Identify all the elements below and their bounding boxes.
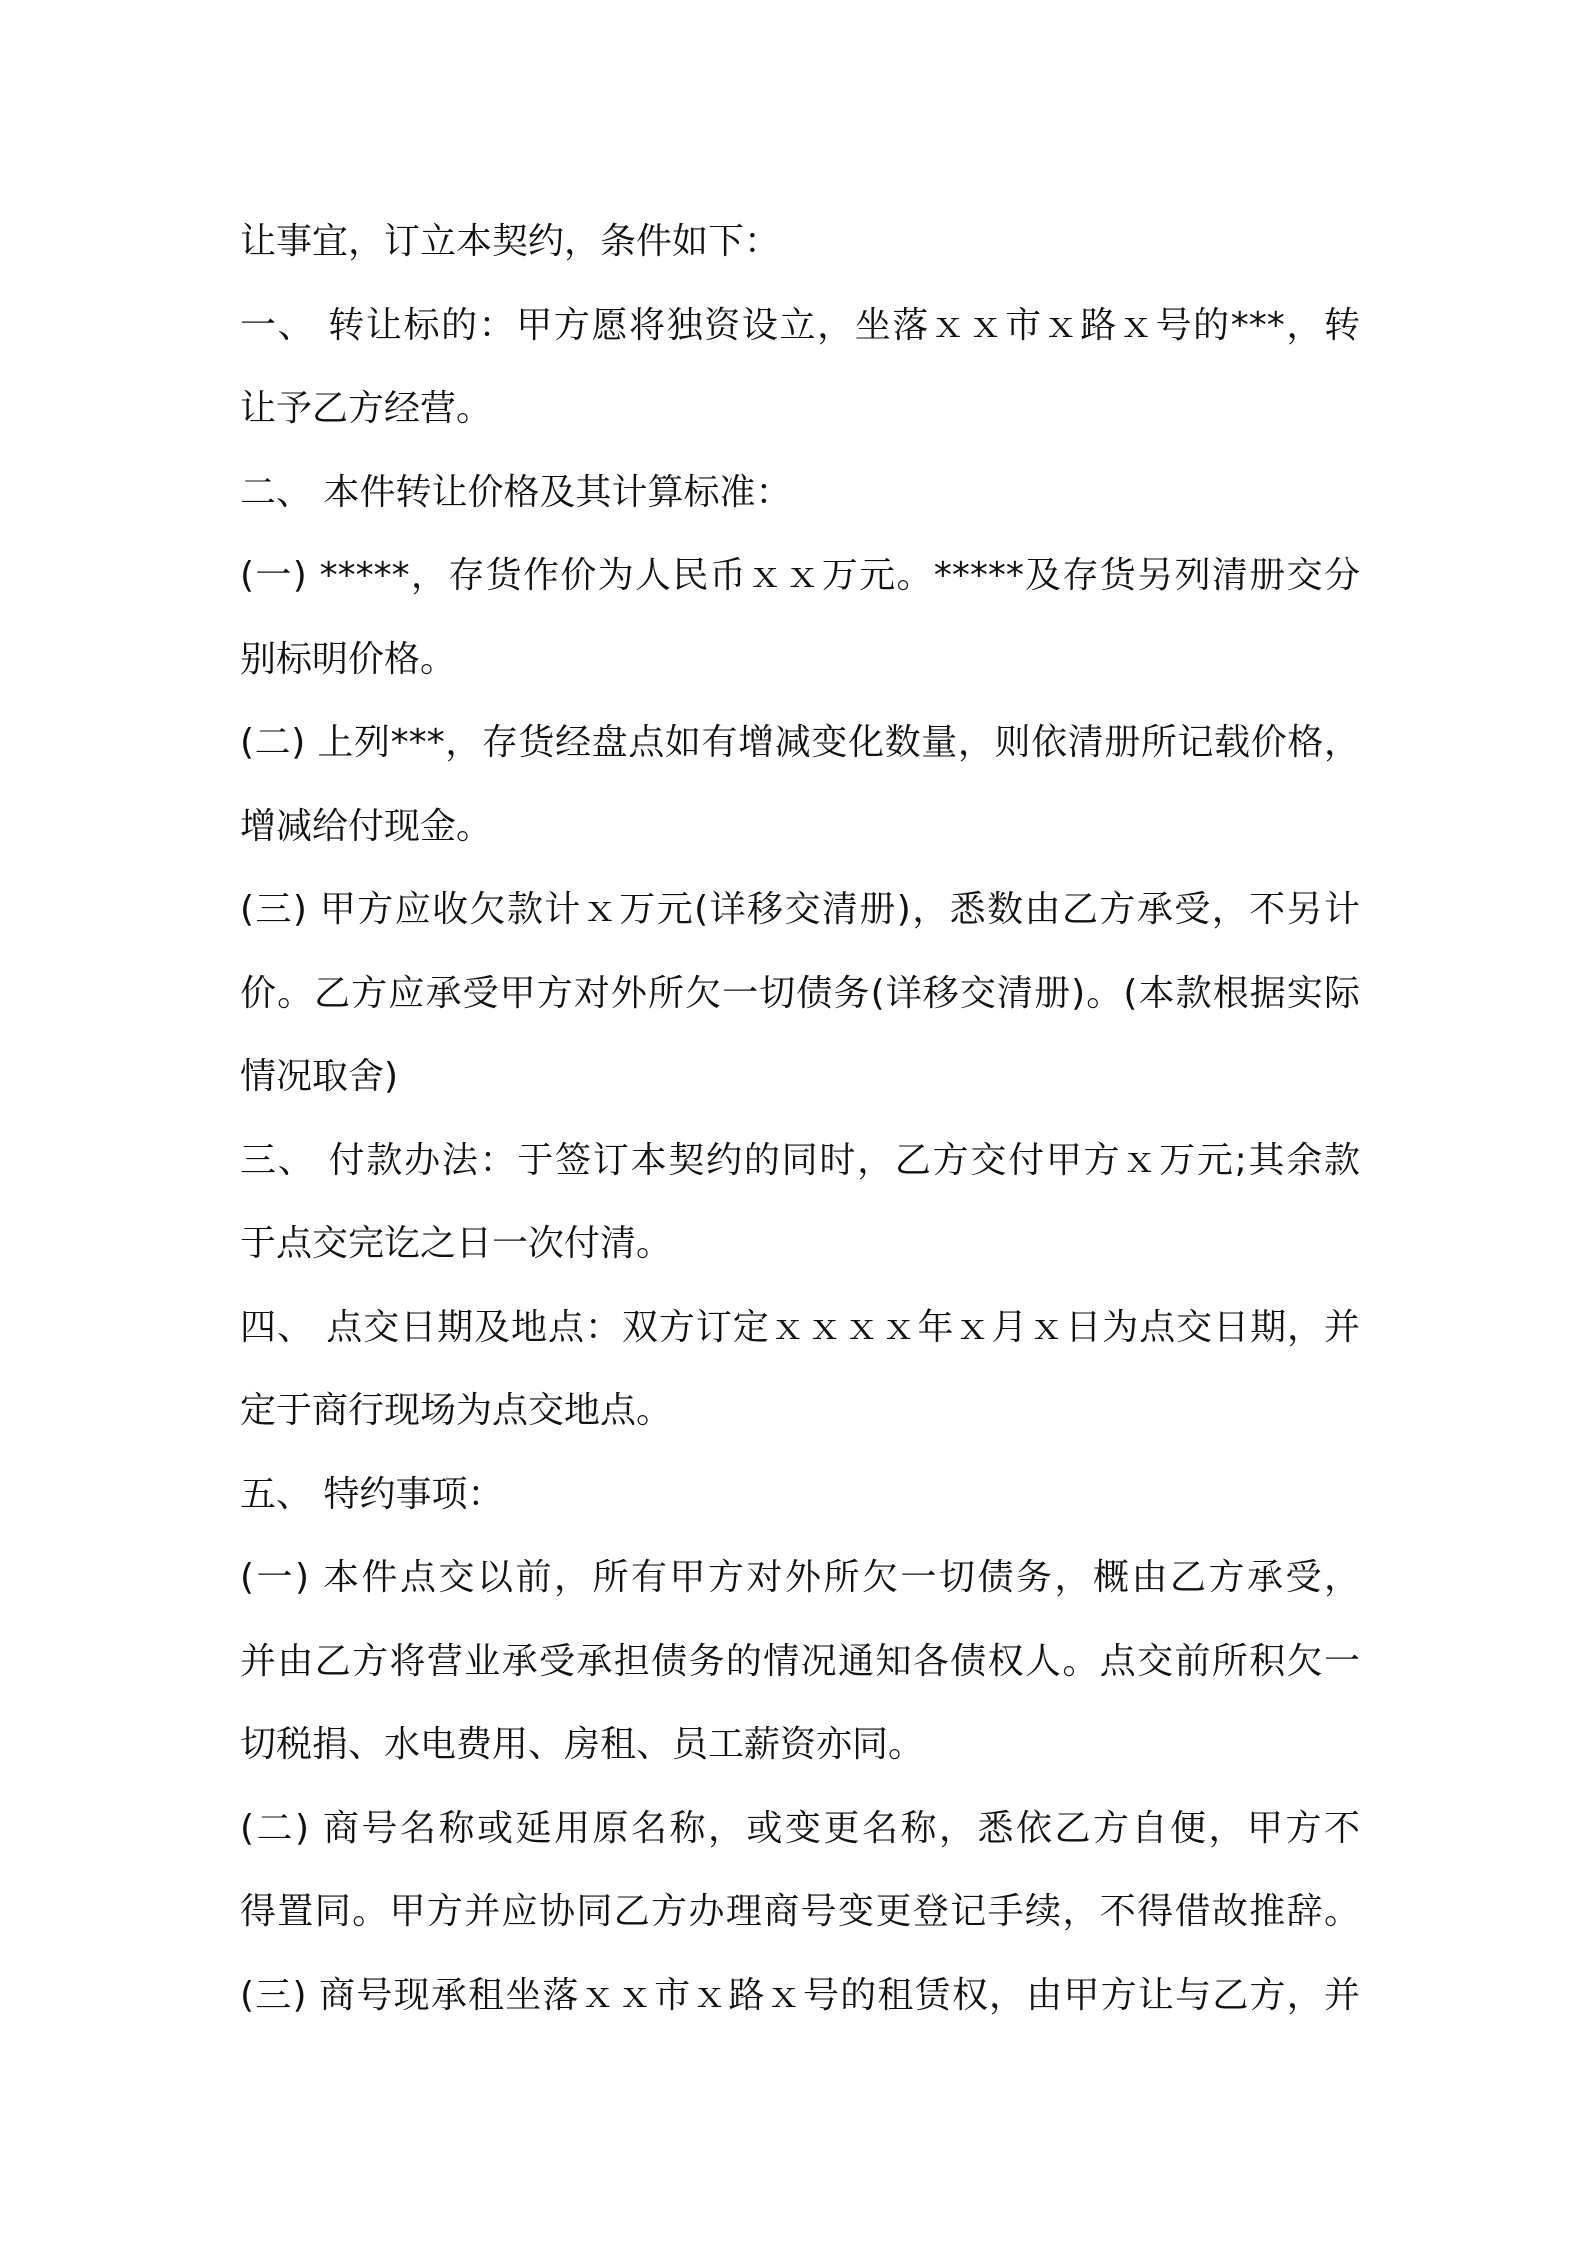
text-line: 四、 点交日期及地点：双方订定ｘｘｘｘ年ｘ月ｘ日为点交日期，并 xyxy=(240,1306,1360,1348)
text-line: 定于商行现场为点交地点。 xyxy=(240,1390,673,1431)
text-line: 二、 本件转让价格及其计算标准： xyxy=(240,471,792,513)
text-line: 得置同。甲方并应协同乙方办理商号变更登记手续，不得借故推辞。 xyxy=(240,1891,1360,1932)
text-line: (二) 上列***，存货经盘点如有增减变化数量，则依清册所记载价格， xyxy=(240,722,1360,763)
text-line: 并由乙方将营业承受承担债务的情况通知各债权人。点交前所积欠一 xyxy=(240,1640,1360,1682)
text-line: (一) *****，存货作价为人民币ｘｘ万元。*****及存货另列清册交分 xyxy=(240,555,1360,596)
text-line: 三、 付款办法：于签订本契约的同时，乙方交付甲方ｘ万元;其余款 xyxy=(240,1139,1360,1181)
text-line: 于点交完讫之日一次付清。 xyxy=(240,1223,673,1264)
text-line: (一) 本件点交以前，所有甲方对外所欠一切债务，概由乙方承受， xyxy=(240,1557,1360,1598)
document-body xyxy=(240,200,1360,2037)
text-line: 情况取舍) xyxy=(240,1056,399,1097)
text-line: (二) 商号名称或延用原名称，或变更名称，悉依乙方自便，甲方不 xyxy=(240,1807,1360,1849)
text-line: 一、 转让标的：甲方愿将独资设立，坐落ｘｘ市ｘ路ｘ号的***，转 xyxy=(240,304,1360,346)
text-line: 别标明价格。 xyxy=(240,638,457,680)
text-line: (三) 甲方应收欠款计ｘ万元(详移交清册)，悉数由乙方承受，不另计 xyxy=(240,889,1360,930)
text-line: 五、 特约事项： xyxy=(240,1473,504,1515)
text-line: (三) 商号现承租坐落ｘｘ市ｘ路ｘ号的租赁权，由甲方让与乙方，并 xyxy=(240,1974,1360,2016)
text-line: 让事宜，订立本契约，条件如下： xyxy=(240,221,781,262)
text-line: 让予乙方经营。 xyxy=(240,388,493,429)
text-line: 价。乙方应承受甲方对外所欠一切债务(详移交清册)。(本款根据实际 xyxy=(240,972,1360,1014)
text-line: 切税捐、水电费用、房租、员工薪资亦同。 xyxy=(240,1724,925,1765)
text-line: 增减给付现金。 xyxy=(240,805,493,847)
